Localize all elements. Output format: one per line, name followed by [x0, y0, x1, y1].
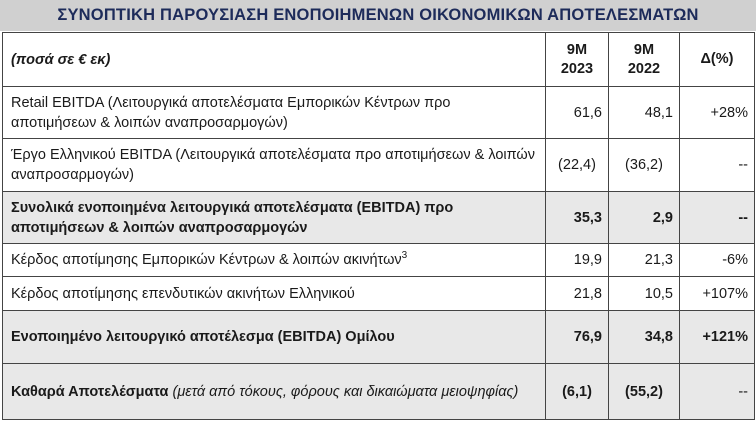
- delta-value: +121%: [680, 311, 755, 364]
- row-label: [3, 364, 546, 420]
- financial-summary-table: [2, 32, 755, 420]
- delta-value: --: [680, 192, 755, 244]
- header-row: [3, 33, 755, 87]
- row-label: [3, 244, 546, 277]
- table-row: [3, 311, 755, 364]
- header-9m-2023-line1: 9M: [566, 41, 588, 58]
- header-9m-2022-line2: 2022: [627, 60, 661, 77]
- value-2022: 48,1: [609, 87, 680, 139]
- row-label: Ενοποιημένο λειτουργικό αποτέλεσμα (EBITDA) Ομίλου: [3, 311, 546, 364]
- row-label-bold: Καθαρά Αποτελέσματα: [11, 383, 169, 400]
- units-cell: [3, 33, 546, 87]
- value-2023: (22,4): [546, 139, 609, 192]
- value-2022: 10,5: [609, 277, 680, 311]
- delta-value: --: [680, 139, 755, 192]
- value-2022: (36,2): [609, 139, 680, 192]
- table-row: [3, 192, 755, 244]
- value-2022: 2,9: [609, 192, 680, 244]
- header-delta: Δ(%): [680, 33, 755, 87]
- header-9m-2023-line2: 2023: [560, 60, 594, 77]
- value-2022: 21,3: [609, 244, 680, 277]
- header-9m-2022: [609, 33, 680, 87]
- value-2023: 35,3: [546, 192, 609, 244]
- delta-value: --: [680, 364, 755, 420]
- footnote-marker: 3: [401, 250, 408, 261]
- row-label: Retail EBITDA (Λειτουργικά αποτελέσματα Εμπορικών Κέντρων προ αποτιμήσεων & λοιπών αναπροσαρμογών): [3, 87, 546, 139]
- value-2022: (55,2): [609, 364, 680, 420]
- header-9m-2022-line1: 9M: [633, 41, 655, 58]
- table-row: [3, 87, 755, 139]
- delta-value: +28%: [680, 87, 755, 139]
- value-2023: 76,9: [546, 311, 609, 364]
- table-row: [3, 139, 755, 192]
- row-label: Έργο Ελληνικού EBITDA (Λειτουργικά αποτελέσματα προ αποτιμήσεων & λοιπών αναπροσαρμογών): [3, 139, 546, 192]
- row-label-note: (μετά από τόκους, φόρους και δικαιώματα μειοψηφίας): [172, 383, 519, 400]
- value-2023: 19,9: [546, 244, 609, 277]
- row-label: Κέρδος αποτίμησης επενδυτικών ακινήτων Ελληνικού: [3, 277, 546, 311]
- value-2023: 21,8: [546, 277, 609, 311]
- delta-value: -6%: [680, 244, 755, 277]
- table-title: ΣΥΝΟΠΤΙΚΗ ΠΑΡΟΥΣΙΑΣΗ ΕΝΟΠΟΙΗΜΕΝΩΝ ΟΙΚΟΝΟΜΙΚΩΝ ΑΠΟΤΕΛΕΣΜΑΤΩΝ: [0, 0, 756, 31]
- table-row: [3, 364, 755, 420]
- units-label: (ποσά σε € εκ): [11, 51, 111, 68]
- value-2022: 34,8: [609, 311, 680, 364]
- table-row: [3, 277, 755, 311]
- row-label: Συνολικά ενοποιημένα λειτουργικά αποτελέσματα (EBITDA) προ αποτιμήσεων & λοιπών αναπροσαρμογών: [3, 192, 546, 244]
- delta-value: +107%: [680, 277, 755, 311]
- table-row: [3, 244, 755, 277]
- header-9m-2023: [546, 33, 609, 87]
- value-2023: 61,6: [546, 87, 609, 139]
- value-2023: (6,1): [546, 364, 609, 420]
- row-label-text: Κέρδος αποτίμησης Εμπορικών Κέντρων & λοιπών ακινήτων: [11, 252, 402, 268]
